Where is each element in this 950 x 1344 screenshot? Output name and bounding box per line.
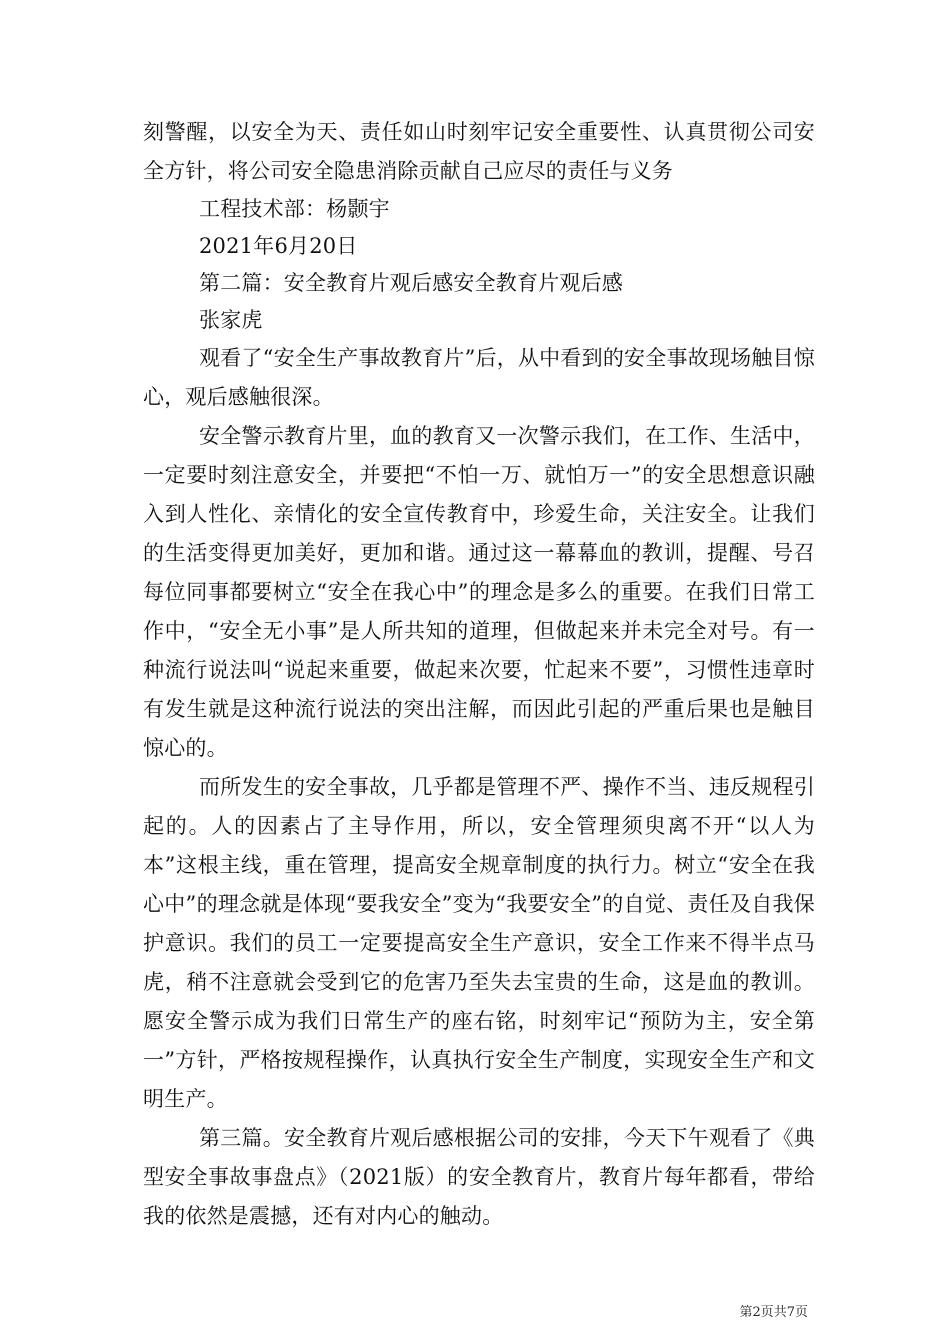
paragraph-accident-causes: 而所发生的安全事故，几乎都是管理不严、操作不当、违反规程引起的。人的因素占了主导作用，所以，安全管理须臾离不开“以人为本”这根主线，重在管理，提高安全规章制度的执行力。树立“安全在我心中”的理念就是体现“要我安全”变为“我要安全”的自觉、责任及自我保护意识。我们的员工一定要提高安全生产意识，安全工作来不得半点马虎，稍不注意就会受到它的危害乃至失去宝贵的生命，这是血的教训。愿安全警示成为我们日常生产的座右铭，时刻牢记“预防为主，安全第一”方针，严格按规程操作，认真执行安全生产制度，实现安全生产和文明生产。 <box>143 775 815 1111</box>
author-name: 张家虎 <box>199 308 263 332</box>
signature-date: 2021年6月20日 <box>199 234 358 258</box>
paragraph-third-article: 第三篇。安全教育片观后感根据公司的安排，今天下午观看了《典型安全事故事盘点》（2021版）的安全教育片，教育片每年都看，带给我的依然是震撼，还有对内心的触动。 <box>143 1126 815 1228</box>
page-number: 第2页共7页 <box>739 1305 808 1320</box>
section-title-second: 第二篇：安全教育片观后感安全教育片观后感 <box>199 271 623 295</box>
paragraph-warning-film: 安全警示教育片里，血的教育又一次警示我们，在工作、生活中，一定要时刻注意安全，并要把“不怕一万、就怕万一”的安全思想意识融入到人性化、亲情化的安全宣传教育中，珍爱生命，关注安全。让我们的生活变得更加美好，更加和谐。通过这一幕幕血的教训，提醒、号召每位同事都要树立“安全在我心中”的理念是多么的重要。在我们日常工作中，“安全无小事”是人所共知的道理，但做起来并未完全对号。有一种流行说法叫“说起来重要，做起来次要，忙起来不要”，习惯性违章时有发生就是这种流行说法的突出注解，而因此引起的严重后果也是触目惊心的。 <box>143 424 815 760</box>
department-signature: 工程技术部：杨颢宇 <box>199 197 390 221</box>
paragraph-intro: 观看了“安全生产事故教育片”后，从中看到的安全事故现场触目惊心，观后感触很深。 <box>143 346 815 409</box>
paragraph-continuation: 刻警醒，以安全为天、责任如山时刻牢记安全重要性、认真贯彻公司安全方针，将公司安全隐患消除贡献自己应尽的责任与义务 <box>143 120 815 183</box>
document-body <box>143 113 815 1236</box>
